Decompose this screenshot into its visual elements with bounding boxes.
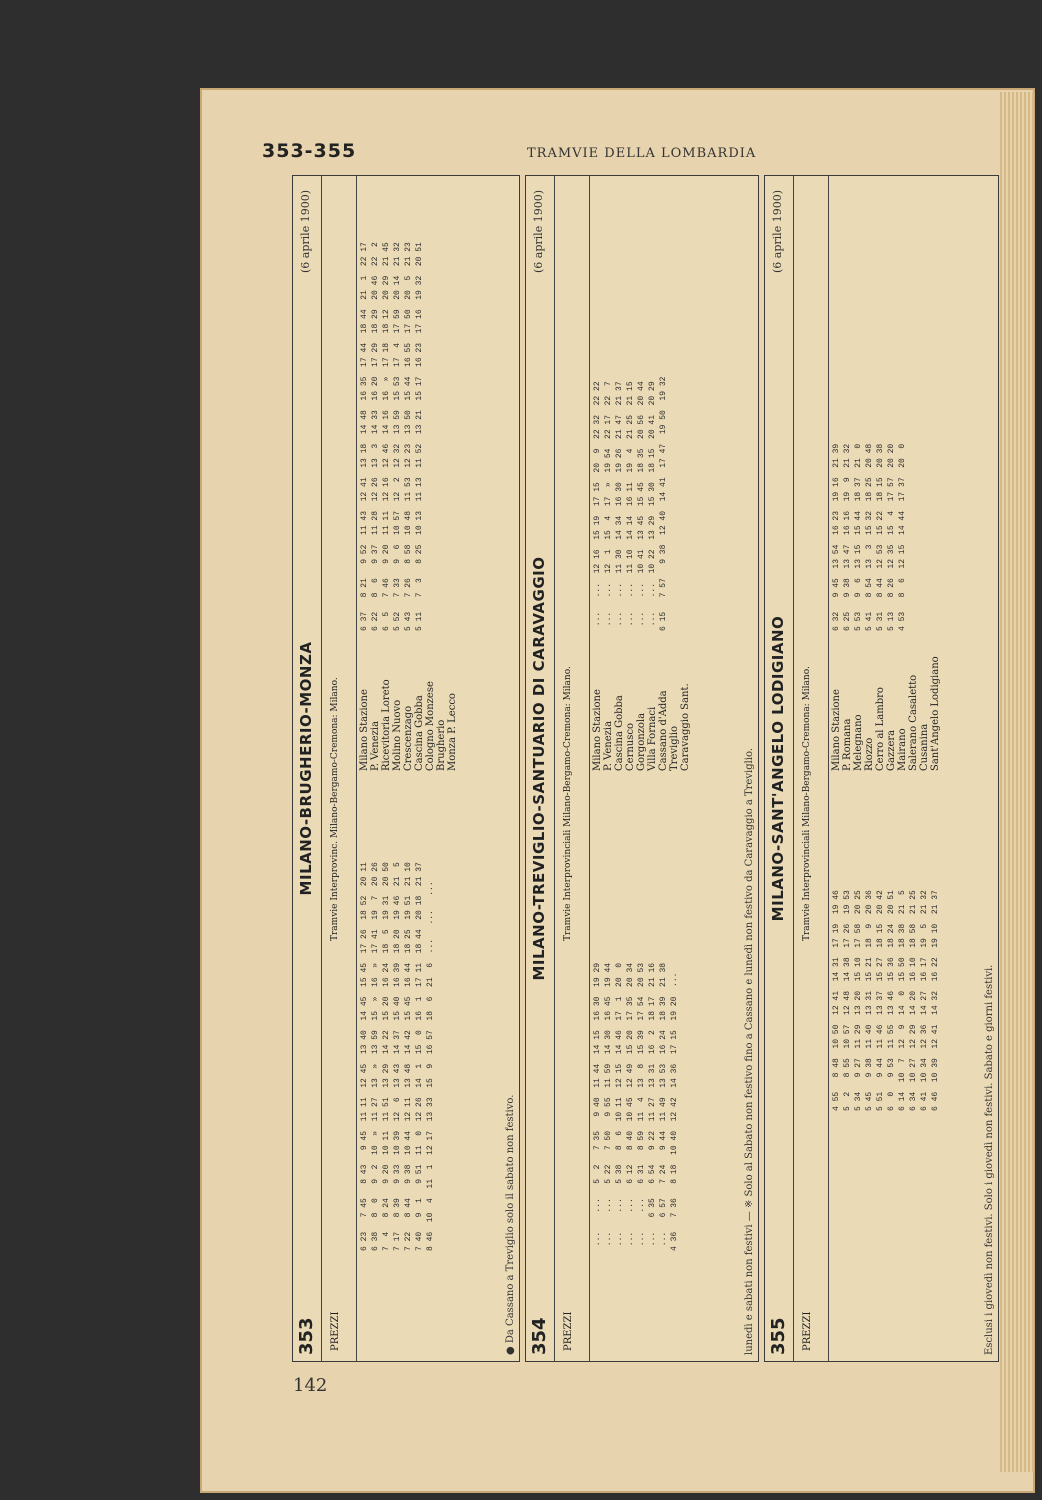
column-header	[321, 176, 357, 1361]
page-header	[262, 140, 1002, 166]
page-number-range: 353-355	[262, 140, 357, 162]
section-date: (6 aprile 1900)	[299, 190, 312, 273]
station: P. Romana	[842, 718, 853, 771]
station: P. Venezia	[370, 720, 381, 771]
section-355	[764, 175, 999, 1362]
station: Cascina Gobba	[614, 695, 625, 771]
section-note: ● Da Cassano a Treviglio solo il sabato non festivo.	[505, 1094, 516, 1355]
folio-number: 142	[293, 1375, 328, 1396]
company-label: Tramvie Interprovinc. Milano-Bergamo-Cremona: Milano.	[330, 677, 340, 941]
section-date: (6 aprile 1900)	[771, 190, 784, 273]
station: Molino Nuovo	[392, 699, 403, 771]
section-note: lunedì e sabati non festivi — ※ Solo al Sabato non festivo fino a Cassano e lunedì non festivo da Caravaggio a Treviglio.	[744, 747, 755, 1355]
timetable-cells-return: 6 37 8 21 9 52 11 43 12 41 13 18 14 48 16 35 17 44 18 44 21 1 22 17 6 22 8 6 9 37 11 28 12 26 13 3 14 33 16 20 17 29 18 29 20 46 22 2 6 5 7 46 9 20 11 11 12 16 12 46 14 16 16 » 17 18 18 12 20 29 21 45 5 52 7 33 9 6 10 57 12 2 12 32 13 59 15 53 17 4 17 59 20 14 21 32 5 43 7 26 8 58 10 48 11 53 12 23 13 50 15 44 16 55 17 50 20 5 21 23 5 11 7 3 8 25 10 13 11 13 11 52 13 21 15 17 16 23 17 16 19 32 20 51	[360, 242, 424, 631]
prices-label: PREZZI	[330, 1311, 341, 1351]
station: Crescenzago	[403, 705, 414, 771]
station: Riozzo	[864, 737, 875, 771]
timetable-cells-return: ... ... 12 16 15 19 17 15 20 9 22 32 22 22 ... ... 12 1 15 4 17 » 19 54 22 17 22 7 ... ... 11 30 14 34 16 30 19 26 21 47 21 37 ... ... 11 10 14 14 16 11 19 4 21 25 21 15 ... ... 10 41 13 45 15 45 18 35 20 56 20 44 ... ... 10 22 13 29 15 30 18 15 20 41 20 29 6 15 7 57 9 38 12 40 14 41 17 47 19 50 19 32	[593, 376, 668, 631]
station-list	[359, 679, 458, 771]
timetable-cells: ... ... 5 2 7 35 9 40 11 44 14 15 16 30 19 29 ... ... 5 22 7 50 9 55 11 59 14 30 16 45 19 44 ... ... 5 38 8 6 10 11 12 15 14 46 17 1 20 0 ... ... 6 12 8 40 10 45 12 49 15 20 17 35 20 34 ... ... 6 31 8 59 11 4 13 8 15 39 17 54 20 53 ... 6 35 6 54 9 22 11 27 13 31 16 2 18 17 21 16 ... 6 57 7 24 9 44 11 49 13 53 16 24 18 39 21 38 4 36 7 36 8 18 10 40 12 42 14 36 17 15 19 20 ...	[593, 962, 679, 1251]
station: P. Venezia	[603, 720, 614, 771]
station: Cerro al Lambro	[875, 687, 886, 771]
station: Gorgonzola	[636, 712, 647, 771]
section-title: MILANO-TREVIGLIO-SANTUARIO DI CARAVAGGIO	[530, 556, 548, 981]
station: Cusanina	[919, 723, 930, 771]
station: Melegnano	[853, 714, 864, 771]
section-354	[525, 175, 759, 1362]
timetable-cells: 4 55 8 48 10 50 12 41 14 31 17 19 19 46 5 2 8 55 10 57 12 48 14 38 17 26 19 53 5 34 9 27 11 29 13 20 15 10 17 58 20 25 5 45 9 38 11 40 13 31 15 21 18 9 20 36 5 51 9 44 11 46 13 37 15 27 18 15 20 42 6 0 9 53 11 55 13 46 15 36 18 24 20 51 6 14 10 7 12 9 14 0 15 50 18 38 21 5 6 34 10 27 12 29 14 20 16 10 18 58 21 25 6 41 10 34 12 36 14 27 16 17 19 5 21 32 6 46 10 39 12 41 14 32 16 22 19 10 21 37	[832, 890, 940, 1111]
section-number: 355	[768, 1317, 789, 1355]
station: Cassano d'Adda	[658, 690, 669, 771]
prices-label: PREZZI	[563, 1311, 574, 1351]
page-edges	[1000, 92, 1034, 1472]
station: Sant'Angelo Lodigiano	[930, 656, 941, 771]
station: Caravaggio Sant.	[680, 683, 691, 771]
section-number: 353	[296, 1317, 317, 1355]
station: Villa Fornaci	[647, 706, 658, 771]
timetable-cells-return: 6 32 9 45 13 54 16 23 19 16 21 39 6 25 9 38 13 47 16 16 19 9 21 32 5 53 9 6 13 15 15 44 18 37 21 0 5 41 8 54 13 3 15 32 18 25 20 48 5 31 8 44 12 53 15 22 18 15 20 38 5 13 8 26 12 35 15 4 17 57 20 20 4 53 8 6 12 15 14 44 17 37 20 0	[832, 443, 907, 631]
column-header	[554, 176, 590, 1361]
station: Milano Stazione	[592, 689, 603, 771]
station: Mairano	[897, 728, 908, 771]
station: Salerano Casaletto	[908, 674, 919, 771]
station: Ricevitoria Loreto	[381, 679, 392, 771]
station: Gazzera	[886, 729, 897, 771]
station: Brugherio	[436, 719, 447, 771]
station: Milano Stazione	[359, 689, 370, 771]
section-title: MILANO-BRUGHERIO-MONZA	[297, 641, 315, 896]
section-number: 354	[529, 1317, 550, 1355]
timetable-cells: 6 23 7 45 8 43 9 45 11 11 12 45 13 40 14 45 15 45 17 26 18 52 20 11 6 38 8 0 9 2 10 » 11 27 13 » 13 59 15 » 16 » 17 41 19 7 20 26 7 4 8 24 9 20 10 11 11 51 13 29 14 22 15 20 16 24 18 5 19 31 20 50 7 17 8 39 9 33 10 39 12 6 13 43 14 37 15 40 16 39 18 20 19 46 21 5 7 22 8 44 9 38 10 44 12 11 13 48 14 42 15 45 16 44 18 25 19 51 21 10 7 40 9 1 9 51 11 0 12 26 14 1 15 0 16 1 17 11 18 44 20 18 21 37 8 46 10 4 11 1 12 17 13 33 15 9 16 57 18 6 21 6 ... ... ...	[360, 862, 435, 1251]
column-header	[793, 176, 829, 1361]
timetable-sections	[292, 175, 997, 1360]
station-list	[831, 656, 941, 771]
section-353	[292, 175, 520, 1362]
section-note: Esclusi i giovedì non festivi. Solo i giovedì non festivi. Sabato e giorni festivi.	[984, 964, 995, 1355]
section-title: MILANO-SANT'ANGELO LODIGIANO	[769, 615, 787, 922]
station: Cernusco	[625, 723, 636, 771]
station: Milano Stazione	[831, 689, 842, 771]
station: Monza P. Lecco	[447, 693, 458, 771]
company-label: Tramvie Interprovinciali Milano-Bergamo-Cremona: Milano.	[802, 666, 812, 941]
station: Cascina Gobba	[414, 695, 425, 771]
section-date: (6 aprile 1900)	[532, 190, 545, 273]
running-title: TRAMVIE DELLA LOMBARDIA	[527, 146, 757, 161]
station: Treviglio	[669, 725, 680, 771]
prices-label: PREZZI	[802, 1311, 813, 1351]
station-list	[592, 683, 691, 771]
company-label: Tramvie Interprovinciali Milano-Bergamo-Cremona: Milano.	[563, 666, 573, 941]
station: Cologno Monzese	[425, 681, 436, 771]
